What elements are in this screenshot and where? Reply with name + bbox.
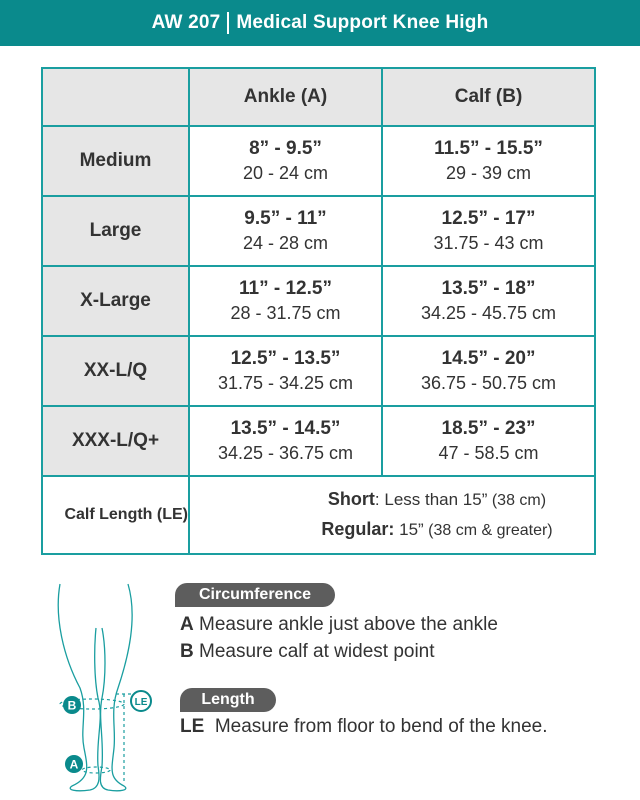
ankle-inches: 13.5” - 14.5” (230, 418, 341, 439)
short-length-line (280, 485, 594, 515)
calf-length-values (189, 476, 595, 554)
legend-ankle-line (180, 614, 498, 636)
calf-cell (382, 266, 595, 336)
svg-text:B: B (67, 698, 77, 713)
circumference-heading: Circumference (175, 583, 335, 607)
calf-cm: 34.25 - 45.75 cm (420, 303, 557, 323)
legend-length-line (180, 716, 548, 738)
calf-inches: 11.5” - 15.5” (434, 138, 543, 159)
column-header-calf: Calf (B) (382, 68, 595, 126)
legend-le-text: Measure from floor to bend of the knee. (204, 716, 548, 737)
size-label: X-Large (42, 266, 189, 336)
calf-cm: 47 - 58.5 cm (438, 443, 539, 463)
short-metric: (38 cm) (487, 492, 547, 509)
legend-b-text: Measure calf at widest point (193, 641, 435, 662)
ankle-cell (189, 196, 382, 266)
calf-length-label: Calf Length (LE) (42, 476, 189, 554)
calf-cell (382, 126, 595, 196)
ankle-inches: 11” - 12.5” (239, 278, 332, 299)
calf-inches: 18.5” - 23” (441, 418, 536, 439)
ankle-cell (189, 406, 382, 476)
ankle-inches: 8” - 9.5” (249, 138, 322, 159)
calf-cell (382, 336, 595, 406)
regular-length-line (280, 515, 594, 545)
legend-a-key: A (180, 614, 194, 635)
marker-le (131, 691, 151, 711)
size-label: Medium (42, 126, 189, 196)
calf-inches: 14.5” - 20” (441, 348, 536, 369)
table-row (42, 196, 595, 266)
calf-cell (382, 406, 595, 476)
table-row (42, 406, 595, 476)
ankle-cm: 28 - 31.75 cm (230, 303, 341, 323)
size-label: Large (42, 196, 189, 266)
table-header-row (42, 68, 595, 126)
svg-text:A: A (69, 757, 79, 772)
ankle-cm: 31.75 - 34.25 cm (217, 373, 354, 393)
svg-text:LE: LE (134, 697, 148, 708)
table-row (42, 126, 595, 196)
header-divider (227, 12, 229, 34)
calf-length-row (42, 476, 595, 554)
table-row (42, 266, 595, 336)
calf-inches: 13.5” - 18” (441, 278, 536, 299)
column-header-ankle: Ankle (A) (189, 68, 382, 126)
regular-metric: (38 cm & greater) (423, 522, 553, 539)
ankle-cell (189, 126, 382, 196)
ankle-cell (189, 266, 382, 336)
marker-a (65, 755, 83, 773)
table-row (42, 336, 595, 406)
calf-cm: 29 - 39 cm (445, 163, 532, 183)
calf-cm: 36.75 - 50.75 cm (420, 373, 557, 393)
legend-le-key: LE (180, 716, 205, 737)
legend-calf-line (180, 641, 435, 663)
marker-b (63, 696, 81, 714)
length-heading: Length (180, 688, 276, 712)
legend-b-key: B (180, 641, 194, 662)
ankle-cm: 34.25 - 36.75 cm (217, 443, 354, 463)
short-label: Short (327, 489, 375, 509)
size-label: XXX-L/Q+ (42, 406, 189, 476)
product-title: Medical Support Knee High (236, 12, 489, 33)
calf-cell (382, 196, 595, 266)
ankle-inches: 9.5” - 11” (244, 208, 327, 229)
page-header (0, 0, 640, 46)
regular-label: Regular: (321, 519, 395, 539)
size-label: XX-L/Q (42, 336, 189, 406)
short-text: : Less than 15” (374, 490, 488, 509)
product-code: AW 207 (151, 12, 221, 33)
calf-inches: 12.5” - 17” (441, 208, 536, 229)
ankle-cell (189, 336, 382, 406)
size-chart-table (41, 67, 596, 555)
ankle-inches: 12.5” - 13.5” (230, 348, 341, 369)
ankle-cm: 20 - 24 cm (242, 163, 329, 183)
ankle-cm: 24 - 28 cm (242, 233, 329, 253)
legend-a-text: Measure ankle just above the ankle (193, 614, 498, 635)
table-corner-cell (42, 68, 189, 126)
regular-text: 15” (394, 520, 424, 539)
leg-diagram (50, 578, 160, 796)
calf-cm: 31.75 - 43 cm (433, 233, 544, 253)
